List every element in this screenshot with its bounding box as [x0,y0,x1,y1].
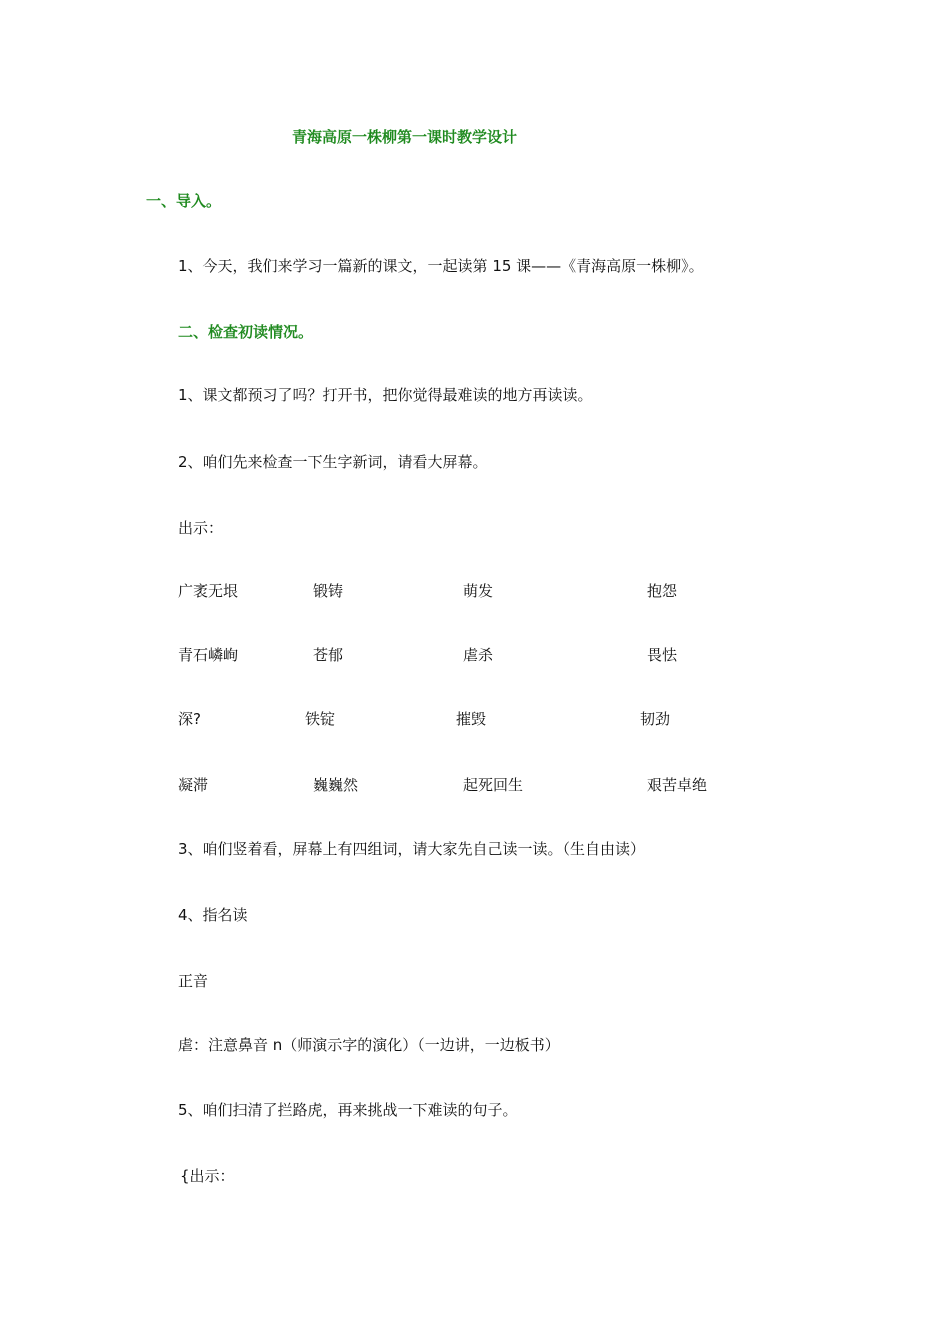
word-item: 深? [178,710,201,728]
paragraph-check-5: 5、咱们扫清了拦路虎，再来挑战一下难读的句子。 [178,1101,518,1119]
word-item: 苍郁 [313,646,344,664]
word-item: 广袤无垠 [178,582,239,600]
paragraph-check-1: 1、课文都预习了吗？打开书，把你觉得最难读的地方再读读。 [178,386,593,404]
word-row [0,581,950,601]
word-item: 韧劲 [640,710,671,728]
paragraph-correct-pronunciation: 正音 [178,972,209,990]
word-item: 艰苦卓绝 [647,776,708,794]
word-item: 起死回生 [463,776,524,794]
word-item: 萌发 [463,582,494,600]
word-item: 铁锭 [305,710,336,728]
section-heading-check: 二、检查初读情况。 [178,323,314,341]
paragraph-check-4: 4、指名读 [178,906,248,924]
word-item: 抱怨 [647,582,678,600]
section-heading-intro: 一、导入。 [146,192,222,210]
word-item: 虐杀 [463,646,494,664]
paragraph-show-label: 出示： [178,519,224,537]
paragraph-pronunciation-note: 虐：注意鼻音 n（师演示字的演化）（一边讲，一边板书） [178,1036,560,1054]
word-row [0,775,950,795]
word-item: 锻铸 [313,582,344,600]
word-item: 摧毁 [456,710,487,728]
word-item: 畏怯 [647,646,678,664]
paragraph-check-3: 3、咱们竖着看，屏幕上有四组词，请大家先自己读一读。（生自由读） [178,840,646,858]
word-item: 凝滞 [178,776,209,794]
document-title: 青海高原一株柳第一课时教学设计 [292,128,518,146]
word-row [0,645,950,665]
word-item: 巍巍然 [313,776,359,794]
word-item: 青石嶙峋 [178,646,239,664]
paragraph-intro-1: 1、今天，我们来学习一篇新的课文，一起读第 15 课——《青海高原一株柳》。 [178,257,704,275]
word-row [0,709,950,729]
paragraph-show-label-2: {出示： [180,1167,235,1185]
paragraph-check-2: 2、咱们先来检查一下生字新词，请看大屏幕。 [178,453,488,471]
